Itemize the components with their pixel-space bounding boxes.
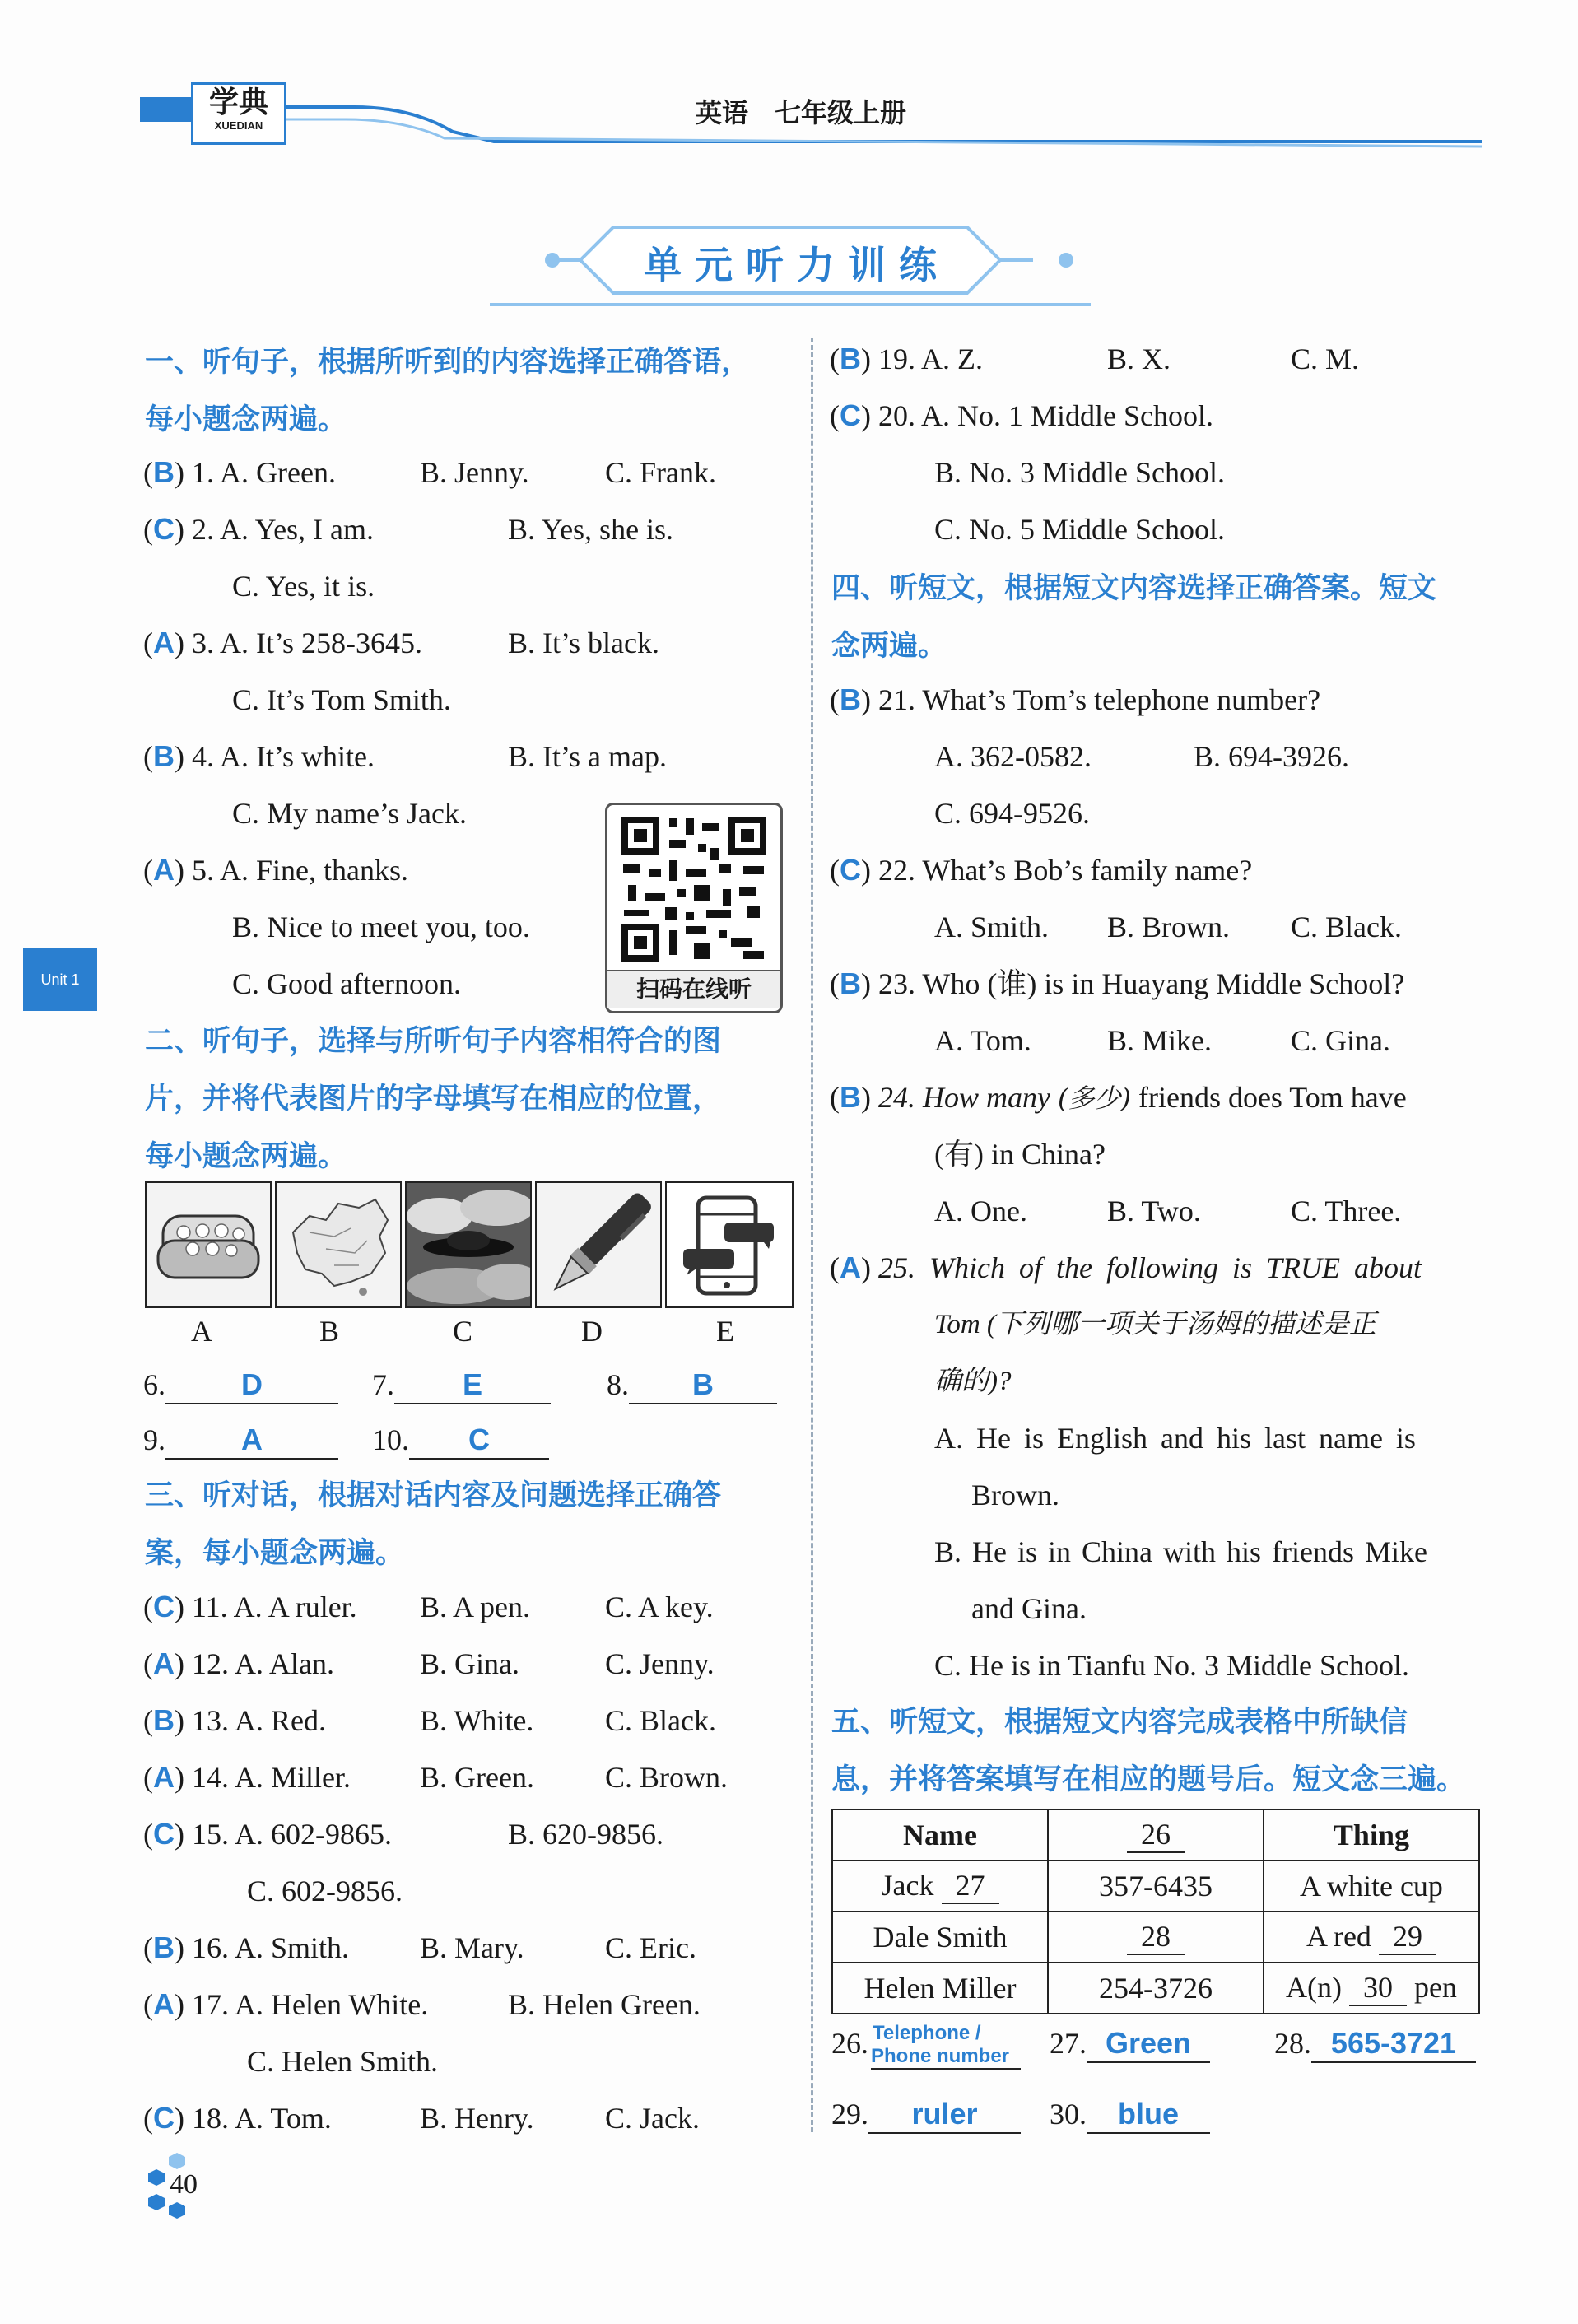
option-11a: 11. A. A ruler.: [192, 1590, 357, 1623]
fill-7-answer[interactable]: E: [394, 1367, 551, 1404]
answer-24: B: [840, 1080, 861, 1114]
option-3a: 3. A. It’s 258-3645.: [192, 626, 423, 659]
option-24a: A. One.: [934, 1195, 1027, 1227]
option-19a: 19. A. Z.: [878, 342, 984, 375]
option-15c: C. 602-9856.: [247, 1875, 403, 1907]
banner-title: 单 元 听 力 训 练: [643, 243, 938, 287]
option-21c: C. 694-9526.: [934, 797, 1090, 830]
option-13b: B. White.: [420, 1704, 534, 1737]
question-2: (C) 2. A. Yes, I am.: [143, 512, 375, 546]
subject-title: 英语 七年级上册: [696, 97, 907, 128]
option-12b: B. Gina.: [420, 1647, 519, 1680]
question-24: (B) 24. How many (多少) friends does Tom have: [830, 1080, 1407, 1114]
question-24-stem-rest: friends does Tom have: [1130, 1081, 1407, 1114]
question-16: (B) 16. A. Smith.: [143, 1930, 350, 1964]
answer-16: B: [153, 1930, 175, 1964]
option-17b: B. Helen Green.: [508, 1988, 701, 2021]
fill-6-number: 6.: [143, 1368, 165, 1401]
picture-b: [275, 1181, 402, 1308]
option-19b: B. X.: [1107, 342, 1171, 375]
answer-19: B: [840, 342, 861, 375]
answer-26-line-2: Phone number: [871, 2045, 1010, 2067]
option-12a: 12. A. Alan.: [192, 1647, 335, 1680]
option-20b: B. No. 3 Middle School.: [934, 456, 1226, 489]
picture-d: [535, 1181, 662, 1308]
answer-30: [1050, 2096, 1210, 2134]
question-15: (C) 15. A. 602-9865.: [143, 1817, 392, 1851]
qr-caption: 扫码在线听: [607, 970, 780, 1008]
banner: [482, 212, 1099, 311]
option-22b: B. Brown.: [1107, 911, 1231, 943]
table-cell-thing: A white cup: [1264, 1861, 1479, 1912]
picture-label-d: D: [581, 1315, 603, 1348]
blank-30: 30: [1349, 1970, 1407, 2006]
option-21b: B. 694-3926.: [1194, 740, 1349, 773]
table-header-thing: Thing: [1264, 1809, 1479, 1861]
answer-26-value[interactable]: [871, 2022, 1021, 2070]
answer-25: A: [840, 1250, 861, 1284]
option-1a: 1. A. Green.: [192, 456, 336, 489]
option-5b: B. Nice to meet you, too.: [232, 911, 530, 943]
question-25: (A) 25. Which of the following is TRUE about: [830, 1250, 1422, 1284]
option-23c: C. Gina.: [1291, 1024, 1390, 1057]
column-divider: [811, 338, 813, 2132]
blank-29: 29: [1379, 1919, 1436, 1955]
option-20a: 20. A. No. 1 Middle School.: [878, 399, 1214, 432]
cell-pen: pen: [1413, 1971, 1457, 2004]
option-2a: 2. A. Yes, I am.: [192, 513, 375, 546]
table-row: [832, 1861, 1479, 1912]
fill-8: [607, 1367, 777, 1404]
section-2-title: [145, 1013, 721, 1185]
option-4b: B. It’s a map.: [508, 740, 667, 773]
option-5c: C. Good afternoon.: [232, 967, 461, 1000]
question-17: (A) 17. A. Helen White.: [143, 1987, 429, 2021]
option-17a: 17. A. Helen White.: [192, 1988, 429, 2021]
option-22a: A. Smith.: [934, 911, 1050, 943]
ufo-icon: [407, 1183, 530, 1306]
fill-8-number: 8.: [607, 1368, 629, 1401]
section-4-title: [831, 560, 1436, 675]
option-2b: B. Yes, she is.: [508, 513, 674, 546]
answer-26-line-1: Telephone /: [873, 2022, 981, 2044]
question-13: (B) 13. A. Red.: [143, 1703, 327, 1737]
option-4c: C. My name’s Jack.: [232, 797, 467, 830]
section-1-line-2: 每小题念两遍。: [145, 403, 347, 436]
section-2-line-3: 每小题念两遍。: [145, 1140, 347, 1173]
question-21-stem: 21. What’s Tom’s telephone number?: [878, 683, 1321, 716]
question-23-stem: 23. Who (谁) is in Huayang Middle School?: [878, 967, 1405, 1000]
question-22: (C) 22. What’s Bob’s family name?: [830, 853, 1253, 887]
picture-e: [665, 1181, 794, 1308]
picture-c: [405, 1181, 532, 1308]
option-13a: 13. A. Red.: [192, 1704, 327, 1737]
answer-13: B: [153, 1703, 175, 1737]
question-12: (A) 12. A. Alan.: [143, 1646, 335, 1680]
fill-8-answer[interactable]: B: [629, 1367, 777, 1404]
logo-cn: 学典: [208, 85, 268, 119]
option-14a: 14. A. Miller.: [192, 1761, 351, 1794]
option-24b: B. Two.: [1107, 1195, 1201, 1227]
answer-27-number: 27.: [1050, 2027, 1087, 2060]
fill-9: [143, 1422, 338, 1460]
answer-23: B: [840, 966, 861, 1000]
option-12c: C. Jenny.: [605, 1647, 715, 1680]
question-25-stem-2: Tom (下列哪一项关于汤姆的描述是正: [934, 1310, 1376, 1339]
blank-26: 26: [1127, 1817, 1185, 1853]
option-20c: C. No. 5 Middle School.: [934, 513, 1226, 546]
table-cell-phone: [1048, 1912, 1264, 1963]
option-25c: C. He is in Tianfu No. 3 Middle School.: [934, 1649, 1410, 1682]
answer-26-number: 26.: [831, 2027, 868, 2060]
section-3-title: [145, 1467, 721, 1582]
option-1c: C. Frank.: [605, 456, 716, 489]
question-20: (C) 20. A. No. 1 Middle School.: [830, 398, 1214, 432]
question-1: (B) 1. A. Green.: [143, 455, 336, 489]
question-25-stem-3: 确的)?: [934, 1367, 1012, 1396]
info-table: [831, 1809, 1480, 2014]
section-5-line-2: 息，并将答案填写在相应的题号后。短文念三遍。: [831, 1763, 1466, 1796]
option-11b: B. A pen.: [420, 1590, 531, 1623]
unit-tab: Unit 1: [23, 948, 97, 1011]
table-cell-phone: 254-3726: [1048, 1963, 1264, 2014]
answer-22: C: [840, 853, 861, 887]
answer-18: C: [153, 2101, 175, 2135]
option-17c: C. Helen Smith.: [247, 2045, 438, 2078]
picture-label-e: E: [716, 1315, 734, 1348]
answer-29-number: 29.: [831, 2098, 868, 2131]
logo-en: XUEDIAN: [214, 119, 263, 132]
question-14: (A) 14. A. Miller.: [143, 1760, 351, 1794]
logo: [191, 82, 286, 145]
answer-27: [1050, 2025, 1210, 2063]
option-25a-cont: Brown.: [971, 1479, 1059, 1511]
table-cell-phone: 357-6435: [1048, 1861, 1264, 1912]
section-3-line-2: 案，每小题念两遍。: [145, 1537, 405, 1570]
question-23: (B) 23. Who (谁) is in Huayang Middle School?: [830, 966, 1405, 1000]
option-19c: C. M.: [1291, 342, 1360, 375]
answer-28: [1274, 2025, 1476, 2063]
section-1-line-1: 一、听句子，根据所听到的内容选择正确答语，: [145, 346, 751, 379]
blank-27: 27: [942, 1868, 999, 1904]
section-4-line-2: 念两遍。: [831, 630, 947, 663]
answer-12: A: [153, 1646, 175, 1680]
page-number: 40: [170, 2169, 198, 2200]
picture-a: [145, 1181, 272, 1308]
qr-code-box[interactable]: [605, 803, 783, 1013]
blank-28: 28: [1127, 1919, 1185, 1955]
table-header-row: [832, 1809, 1479, 1861]
question-22-stem: 22. What’s Bob’s family name?: [878, 854, 1253, 887]
answer-4: B: [153, 739, 175, 773]
question-25-stem-1: 25. Which of the following is TRUE about: [878, 1251, 1422, 1284]
option-3b: B. It’s black.: [508, 626, 659, 659]
fill-7: [372, 1367, 551, 1404]
question-19: (B) 19. A. Z.: [830, 342, 984, 375]
fill-10: [372, 1422, 549, 1460]
pencil-box-icon: [147, 1183, 270, 1306]
answer-26: [831, 2025, 868, 2061]
fill-6-answer[interactable]: D: [165, 1367, 338, 1404]
table-cell-thing: [1264, 1912, 1479, 1963]
option-21a: A. 362-0582.: [934, 740, 1092, 773]
table-cell-name: Helen Miller: [832, 1963, 1048, 2014]
option-15b: B. 620-9856.: [508, 1818, 663, 1851]
section-2-line-1: 二、听句子，选择与所听句子内容相符合的图: [145, 1025, 722, 1058]
answer-29-value[interactable]: ruler: [868, 2096, 1021, 2134]
fill-10-answer[interactable]: C: [409, 1422, 549, 1460]
fill-9-answer[interactable]: A: [165, 1422, 338, 1460]
question-11: (C) 11. A. A ruler.: [143, 1590, 357, 1623]
answer-20: C: [840, 398, 861, 432]
answer-28-value[interactable]: 565-3721: [1311, 2025, 1476, 2063]
fill-7-number: 7.: [372, 1368, 394, 1401]
option-14c: C. Brown.: [605, 1761, 728, 1794]
question-24-stem-2: (有) in China?: [934, 1138, 1106, 1171]
option-16c: C. Eric.: [605, 1931, 696, 1964]
header: [140, 82, 1482, 148]
section-4-line-1: 四、听短文，根据短文内容选择正确答案。短文: [831, 572, 1437, 605]
question-18: (C) 18. A. Tom.: [143, 2101, 332, 2135]
answer-21: B: [840, 682, 861, 716]
picture-label-b: B: [319, 1315, 340, 1348]
table-row: [832, 1963, 1479, 2014]
answer-5: A: [153, 853, 175, 887]
option-3c: C. It’s Tom Smith.: [232, 683, 451, 716]
option-5a: 5. A. Fine, thanks.: [192, 854, 409, 887]
option-22c: C. Black.: [1291, 911, 1402, 943]
table-cell-name: [832, 1861, 1048, 1912]
option-23a: A. Tom.: [934, 1024, 1031, 1057]
cell-an: A(n): [1285, 1971, 1342, 2004]
option-14b: B. Green.: [420, 1761, 534, 1794]
answer-29: [831, 2096, 1021, 2134]
option-25a: A. He is English and his last name is: [934, 1422, 1416, 1455]
picture-label-c: C: [453, 1315, 473, 1348]
table-header-name: Name: [832, 1809, 1048, 1861]
option-24c: C. Three.: [1291, 1195, 1402, 1227]
option-18b: B. Henry.: [420, 2102, 534, 2135]
option-16b: B. Mary.: [420, 1931, 524, 1964]
table-header-blank: [1048, 1809, 1264, 1861]
table-cell-name: Dale Smith: [832, 1912, 1048, 1963]
section-1-title: [145, 333, 750, 449]
pen-icon: [537, 1183, 660, 1306]
fill-6: [143, 1367, 338, 1404]
question-5: (A) 5. A. Fine, thanks.: [143, 853, 409, 887]
answer-30-number: 30.: [1050, 2098, 1087, 2131]
option-2c: C. Yes, it is.: [232, 570, 375, 603]
fill-9-number: 9.: [143, 1423, 165, 1456]
answer-27-value[interactable]: Green: [1087, 2025, 1210, 2063]
option-1b: B. Jenny.: [420, 456, 529, 489]
answer-30-value[interactable]: blue: [1087, 2096, 1210, 2134]
fill-10-number: 10.: [372, 1423, 409, 1456]
answer-28-number: 28.: [1274, 2027, 1311, 2060]
table-row: [832, 1912, 1479, 1963]
section-5-line-1: 五、听短文，根据短文内容完成表格中所缺信: [831, 1706, 1408, 1739]
question-24-stem-cn: (多少): [1058, 1083, 1131, 1114]
question-3: (A) 3. A. It’s 258-3645.: [143, 626, 423, 659]
cell-jack: Jack: [881, 1869, 934, 1902]
option-13c: C. Black.: [605, 1704, 716, 1737]
option-16a: 16. A. Smith.: [192, 1931, 350, 1964]
question-24-stem-italic: 24. How many: [878, 1081, 1050, 1114]
qr-code-icon: [620, 815, 768, 963]
option-4a: 4. A. It’s white.: [192, 740, 375, 773]
china-map-icon: [277, 1183, 400, 1306]
section-3-line-1: 三、听对话，根据对话内容及问题选择正确答: [145, 1479, 722, 1512]
answer-3: A: [153, 626, 175, 659]
question-21: (B) 21. What’s Tom’s telephone number?: [830, 682, 1321, 716]
answer-17: A: [153, 1987, 175, 2021]
option-11c: C. A key.: [605, 1590, 714, 1623]
section-5-title: [831, 1693, 1465, 1809]
picture-label-a: A: [191, 1315, 212, 1348]
answer-2: C: [153, 512, 175, 546]
answer-1: B: [153, 455, 175, 489]
option-25b-cont: and Gina.: [971, 1592, 1087, 1625]
question-4: (B) 4. A. It’s white.: [143, 739, 375, 773]
option-15a: 15. A. 602-9865.: [192, 1818, 392, 1851]
answer-11: C: [153, 1590, 175, 1623]
answer-14: A: [153, 1760, 175, 1794]
phone-message-icon: [667, 1183, 792, 1306]
section-2-line-2: 片，并将代表图片的字母填写在相应的位置，: [145, 1083, 722, 1115]
option-18a: 18. A. Tom.: [192, 2102, 332, 2135]
answer-15: C: [153, 1817, 175, 1851]
table-cell-thing: [1264, 1963, 1479, 2014]
cell-a-red: A red: [1306, 1920, 1371, 1953]
option-23b: B. Mike.: [1107, 1024, 1213, 1057]
option-18c: C. Jack.: [605, 2102, 700, 2135]
option-25b: B. He is in China with his friends Mike: [934, 1535, 1427, 1568]
